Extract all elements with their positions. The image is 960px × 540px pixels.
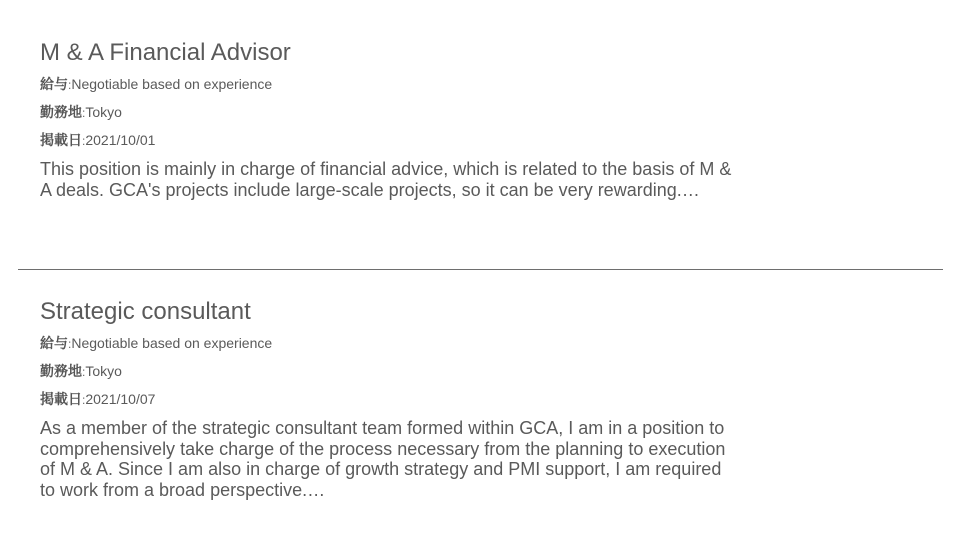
meta-separator: : <box>82 365 86 379</box>
location-value: Tokyo <box>85 104 122 120</box>
meta-separator: : <box>82 134 86 148</box>
salary-value: Negotiable based on experience <box>71 76 273 92</box>
salary-row <box>40 75 740 93</box>
posted-date-value: 2021/10/07 <box>85 391 156 407</box>
job-title[interactable]: M & A Financial Advisor <box>40 39 291 66</box>
location-row <box>40 103 740 121</box>
salary-label: 給与 <box>40 77 68 93</box>
posted-date-row <box>40 390 740 408</box>
meta-separator: : <box>68 337 72 351</box>
posted-date-label: 掲載日 <box>40 133 82 149</box>
salary-label: 給与 <box>40 336 68 352</box>
location-label: 勤務地 <box>40 364 82 380</box>
listing-divider <box>18 269 943 270</box>
posted-date-row <box>40 131 740 149</box>
job-listing[interactable] <box>40 39 740 200</box>
job-description: As a member of the strategic consultant team formed within GCA, I am in a position to comprehensively take charge of the process necessary from the planning to execution of M & A. Since I am also in charge of growth strategy and PMI support, I am required to work from a broad perspective.… <box>40 418 726 500</box>
meta-separator: : <box>82 106 86 120</box>
meta-separator: : <box>82 393 86 407</box>
posted-date-label: 掲載日 <box>40 392 82 408</box>
salary-row <box>40 334 740 352</box>
salary-value: Negotiable based on experience <box>71 335 273 351</box>
location-value: Tokyo <box>85 363 122 379</box>
job-listing[interactable] <box>40 298 740 500</box>
location-label: 勤務地 <box>40 105 82 121</box>
location-row <box>40 362 740 380</box>
posted-date-value: 2021/10/01 <box>85 132 156 148</box>
job-description: This position is mainly in charge of financial advice, which is related to the basis of M & A deals. GCA's projects include large-scale projects, so it can be very rewarding.… <box>40 159 732 200</box>
job-title[interactable]: Strategic consultant <box>40 298 251 325</box>
meta-separator: : <box>68 78 72 92</box>
